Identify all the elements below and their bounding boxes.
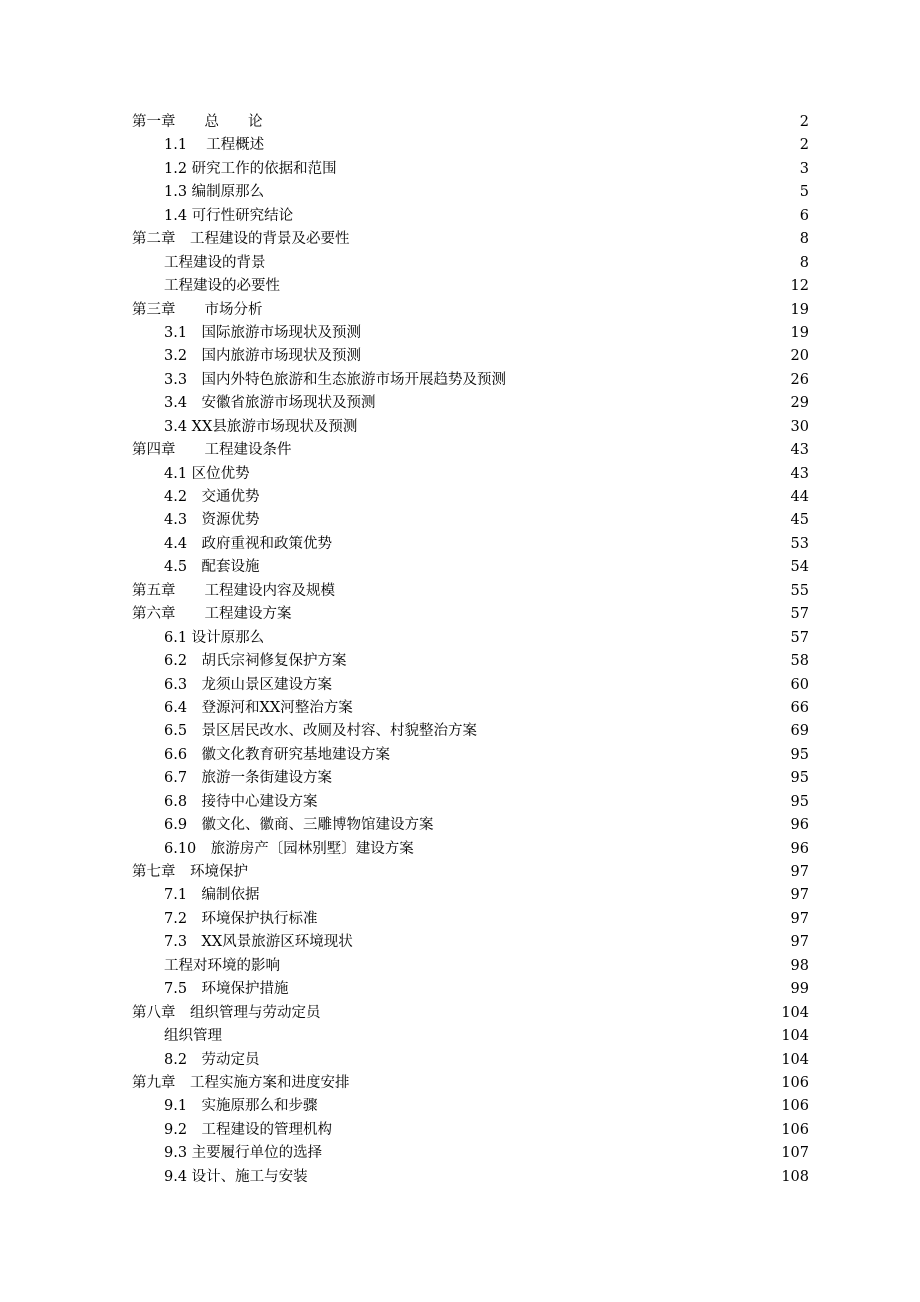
toc-entry-page-number: 97 bbox=[790, 864, 809, 880]
toc-section-entry[interactable] bbox=[0, 158, 920, 181]
toc-chapter-entry[interactable] bbox=[0, 299, 920, 322]
toc-entry-title: 6.2 胡氏宗祠修复保护方案 bbox=[164, 653, 347, 670]
toc-section-entry[interactable] bbox=[0, 674, 920, 697]
toc-entry-title: 第二章 工程建设的背景及必要性 bbox=[132, 231, 350, 248]
toc-entry-page-number: 54 bbox=[790, 559, 809, 576]
toc-entry-page-number: 6 bbox=[799, 207, 809, 224]
toc-section-entry[interactable] bbox=[0, 1119, 920, 1142]
toc-section-entry[interactable] bbox=[0, 1142, 920, 1165]
toc-entry-title: 3.4 XX县旅游市场现状及预测 bbox=[164, 418, 358, 435]
toc-entry-title: 工程对环境的影响 bbox=[164, 957, 280, 974]
toc-section-entry[interactable] bbox=[0, 556, 920, 579]
toc-entry-title: 6.3 龙须山景区建设方案 bbox=[164, 676, 333, 693]
toc-chapter-entry[interactable] bbox=[0, 228, 920, 251]
toc-entry-page-number: 43 bbox=[790, 442, 809, 459]
toc-entry-title: 6.4 登源河和XX河整治方案 bbox=[164, 699, 353, 716]
toc-section-entry[interactable] bbox=[0, 650, 920, 673]
toc-section-entry[interactable] bbox=[0, 486, 920, 509]
toc-chapter-entry[interactable] bbox=[0, 603, 920, 626]
toc-section-entry[interactable] bbox=[0, 720, 920, 743]
toc-entry-page-number: 98 bbox=[790, 957, 809, 974]
toc-entry-page-number: 60 bbox=[790, 676, 809, 693]
toc-entry-page-number: 106 bbox=[781, 1098, 809, 1115]
toc-entry-title: 第四章 工程建设条件 bbox=[132, 442, 292, 459]
toc-entry-title: 9.3 主要履行单位的选择 bbox=[164, 1145, 323, 1162]
toc-entry-page-number: 5 bbox=[799, 184, 809, 201]
toc-chapter-entry[interactable] bbox=[0, 439, 920, 462]
toc-entry-page-number: 55 bbox=[790, 582, 809, 599]
toc-section-entry[interactable] bbox=[0, 814, 920, 837]
toc-entry-page-number: 97 bbox=[790, 934, 809, 951]
toc-section-entry[interactable] bbox=[0, 838, 920, 861]
toc-entry-page-number: 30 bbox=[790, 418, 809, 435]
toc-entry-title: 3.1 国际旅游市场现状及预测 bbox=[164, 324, 362, 341]
toc-entry-page-number: 19 bbox=[790, 301, 809, 318]
toc-section-entry[interactable] bbox=[0, 533, 920, 556]
toc-entry-title: 工程建设的背景 bbox=[164, 254, 266, 271]
toc-entry-page-number: 106 bbox=[781, 1121, 809, 1138]
toc-section-entry[interactable] bbox=[0, 931, 920, 954]
toc-entry-page-number: 104 bbox=[781, 1028, 809, 1045]
toc-entry-page-number: 66 bbox=[790, 699, 809, 716]
toc-section-entry[interactable] bbox=[0, 1049, 920, 1072]
toc-entry-title: 9.1 实施原那么和步骤 bbox=[164, 1098, 318, 1115]
toc-entry-title: 1.1 工程概述 bbox=[164, 137, 265, 154]
toc-entry-title: 6.9 徽文化、徽商、三雕博物馆建设方案 bbox=[164, 817, 434, 834]
toc-entry-title: 9.2 工程建设的管理机构 bbox=[164, 1121, 333, 1138]
toc-entry-title: 3.3 国内外特色旅游和生态旅游市场开展趋势及预测 bbox=[164, 371, 507, 388]
toc-entry-title: 1.4 可行性研究结论 bbox=[164, 207, 294, 224]
toc-entry-title: 1.3 编制原那么 bbox=[164, 184, 265, 201]
toc-entry-title: 6.8 接待中心建设方案 bbox=[164, 793, 318, 810]
toc-entry-title: 第九章 工程实施方案和进度安排 bbox=[132, 1074, 350, 1091]
toc-entry-page-number: 57 bbox=[790, 629, 809, 646]
toc-entry-page-number: 12 bbox=[790, 278, 809, 295]
toc-entry-title: 3.4 安徽省旅游市场现状及预测 bbox=[164, 395, 376, 412]
toc-chapter-entry[interactable] bbox=[0, 580, 920, 603]
toc-entry-title: 4.1 区位优势 bbox=[164, 465, 250, 482]
toc-section-entry[interactable] bbox=[0, 509, 920, 532]
toc-section-entry[interactable] bbox=[0, 978, 920, 1001]
toc-entry-title: 7.1 编制依据 bbox=[164, 887, 260, 904]
toc-section-entry[interactable] bbox=[0, 416, 920, 439]
toc-section-entry[interactable] bbox=[0, 392, 920, 415]
toc-chapter-entry[interactable] bbox=[0, 1002, 920, 1025]
toc-entry-title: 第五章 工程建设内容及规模 bbox=[132, 582, 335, 599]
toc-entry-page-number: 8 bbox=[799, 231, 809, 248]
toc-entry-title: 第三章 市场分析 bbox=[132, 301, 263, 318]
toc-section-entry[interactable] bbox=[0, 627, 920, 650]
toc-entry-page-number: 106 bbox=[781, 1074, 809, 1091]
toc-entry-title: 7.3 XX风景旅游区环境现状 bbox=[164, 934, 353, 951]
toc-entry-page-number: 95 bbox=[790, 793, 809, 810]
toc-chapter-entry[interactable] bbox=[0, 111, 920, 134]
toc-entry-title: 9.4 设计、施工与安装 bbox=[164, 1168, 308, 1185]
toc-entry-title: 6.5 景区居民改水、改厕及村容、村貌整治方案 bbox=[164, 723, 478, 740]
toc-entry-title: 组织管理 bbox=[164, 1028, 222, 1045]
toc-entry-title: 4.5 配套设施 bbox=[164, 559, 260, 576]
toc-section-entry[interactable] bbox=[0, 345, 920, 368]
toc-entry-page-number: 2 bbox=[799, 137, 809, 154]
toc-entry-page-number: 96 bbox=[790, 840, 809, 857]
toc-entry-title: 4.2 交通优势 bbox=[164, 489, 260, 505]
toc-entry-page-number: 96 bbox=[790, 817, 809, 834]
toc-entry-title: 1.2 研究工作的依据和范围 bbox=[164, 160, 337, 177]
toc-entry-page-number: 57 bbox=[790, 606, 809, 623]
toc-entry-title: 工程建设的必要性 bbox=[164, 278, 280, 295]
toc-section-entry[interactable] bbox=[0, 463, 920, 486]
toc-entry-page-number: 45 bbox=[790, 512, 809, 529]
toc-entry-page-number: 2 bbox=[799, 114, 809, 130]
toc-entry-page-number: 95 bbox=[790, 746, 809, 763]
table-of-contents bbox=[0, 111, 920, 1189]
toc-section-entry[interactable] bbox=[0, 884, 920, 907]
toc-section-entry[interactable] bbox=[0, 1095, 920, 1118]
toc-section-entry[interactable] bbox=[0, 205, 920, 228]
toc-entry-title: 3.2 国内旅游市场现状及预测 bbox=[164, 348, 362, 365]
toc-entry-title: 第八章 组织管理与劳动定员 bbox=[132, 1004, 321, 1021]
toc-section-entry[interactable] bbox=[0, 791, 920, 814]
toc-section-entry[interactable] bbox=[0, 134, 920, 157]
toc-section-entry[interactable] bbox=[0, 181, 920, 204]
toc-entry-page-number: 107 bbox=[781, 1145, 809, 1162]
toc-entry-title: 6.10 旅游房产〔园林别墅〕建设方案 bbox=[164, 840, 414, 857]
toc-entry-page-number: 108 bbox=[781, 1168, 809, 1185]
toc-section-entry[interactable] bbox=[0, 697, 920, 720]
toc-entry-title: 7.2 环境保护执行标准 bbox=[164, 910, 318, 927]
toc-chapter-entry[interactable] bbox=[0, 1072, 920, 1095]
toc-entry-page-number: 8 bbox=[799, 254, 809, 271]
toc-entry-page-number: 3 bbox=[799, 160, 809, 177]
toc-section-entry[interactable] bbox=[0, 252, 920, 275]
toc-entry-title: 第七章 环境保护 bbox=[132, 864, 248, 880]
toc-entry-title: 6.7 旅游一条街建设方案 bbox=[164, 770, 333, 787]
toc-section-entry[interactable] bbox=[0, 744, 920, 767]
toc-entry-page-number: 69 bbox=[790, 723, 809, 740]
toc-entry-page-number: 104 bbox=[781, 1004, 809, 1021]
toc-entry-title: 4.3 资源优势 bbox=[164, 512, 260, 529]
toc-section-entry[interactable] bbox=[0, 369, 920, 392]
toc-section-entry[interactable] bbox=[0, 275, 920, 298]
toc-entry-page-number: 104 bbox=[781, 1051, 809, 1068]
toc-entry-page-number: 26 bbox=[790, 371, 809, 388]
toc-entry-title: 第一章 总 论 bbox=[132, 114, 263, 130]
toc-section-entry[interactable] bbox=[0, 1166, 920, 1189]
toc-entry-title: 6.6 徽文化教育研究基地建设方案 bbox=[164, 746, 391, 763]
toc-entry-title: 4.4 政府重视和政策优势 bbox=[164, 535, 333, 552]
toc-entry-title: 8.2 劳动定员 bbox=[164, 1051, 260, 1068]
toc-entry-page-number: 97 bbox=[790, 887, 809, 904]
toc-chapter-entry[interactable] bbox=[0, 861, 920, 884]
toc-section-entry[interactable] bbox=[0, 767, 920, 790]
toc-entry-page-number: 97 bbox=[790, 910, 809, 927]
toc-entry-page-number: 43 bbox=[790, 465, 809, 482]
toc-section-entry[interactable] bbox=[0, 1025, 920, 1048]
toc-entry-page-number: 99 bbox=[790, 981, 809, 998]
toc-entry-title: 7.5 环境保护措施 bbox=[164, 981, 289, 998]
toc-entry-page-number: 20 bbox=[790, 348, 809, 365]
toc-entry-title: 第六章 工程建设方案 bbox=[132, 606, 292, 623]
toc-entry-title: 6.1 设计原那么 bbox=[164, 629, 265, 646]
toc-entry-page-number: 29 bbox=[790, 395, 809, 412]
toc-entry-page-number: 44 bbox=[790, 489, 809, 505]
toc-section-entry[interactable] bbox=[0, 322, 920, 345]
toc-section-entry[interactable] bbox=[0, 908, 920, 931]
toc-entry-page-number: 95 bbox=[790, 770, 809, 787]
toc-section-entry[interactable] bbox=[0, 955, 920, 978]
toc-entry-page-number: 19 bbox=[790, 324, 809, 341]
toc-entry-page-number: 58 bbox=[790, 653, 809, 670]
toc-entry-page-number: 53 bbox=[790, 535, 809, 552]
